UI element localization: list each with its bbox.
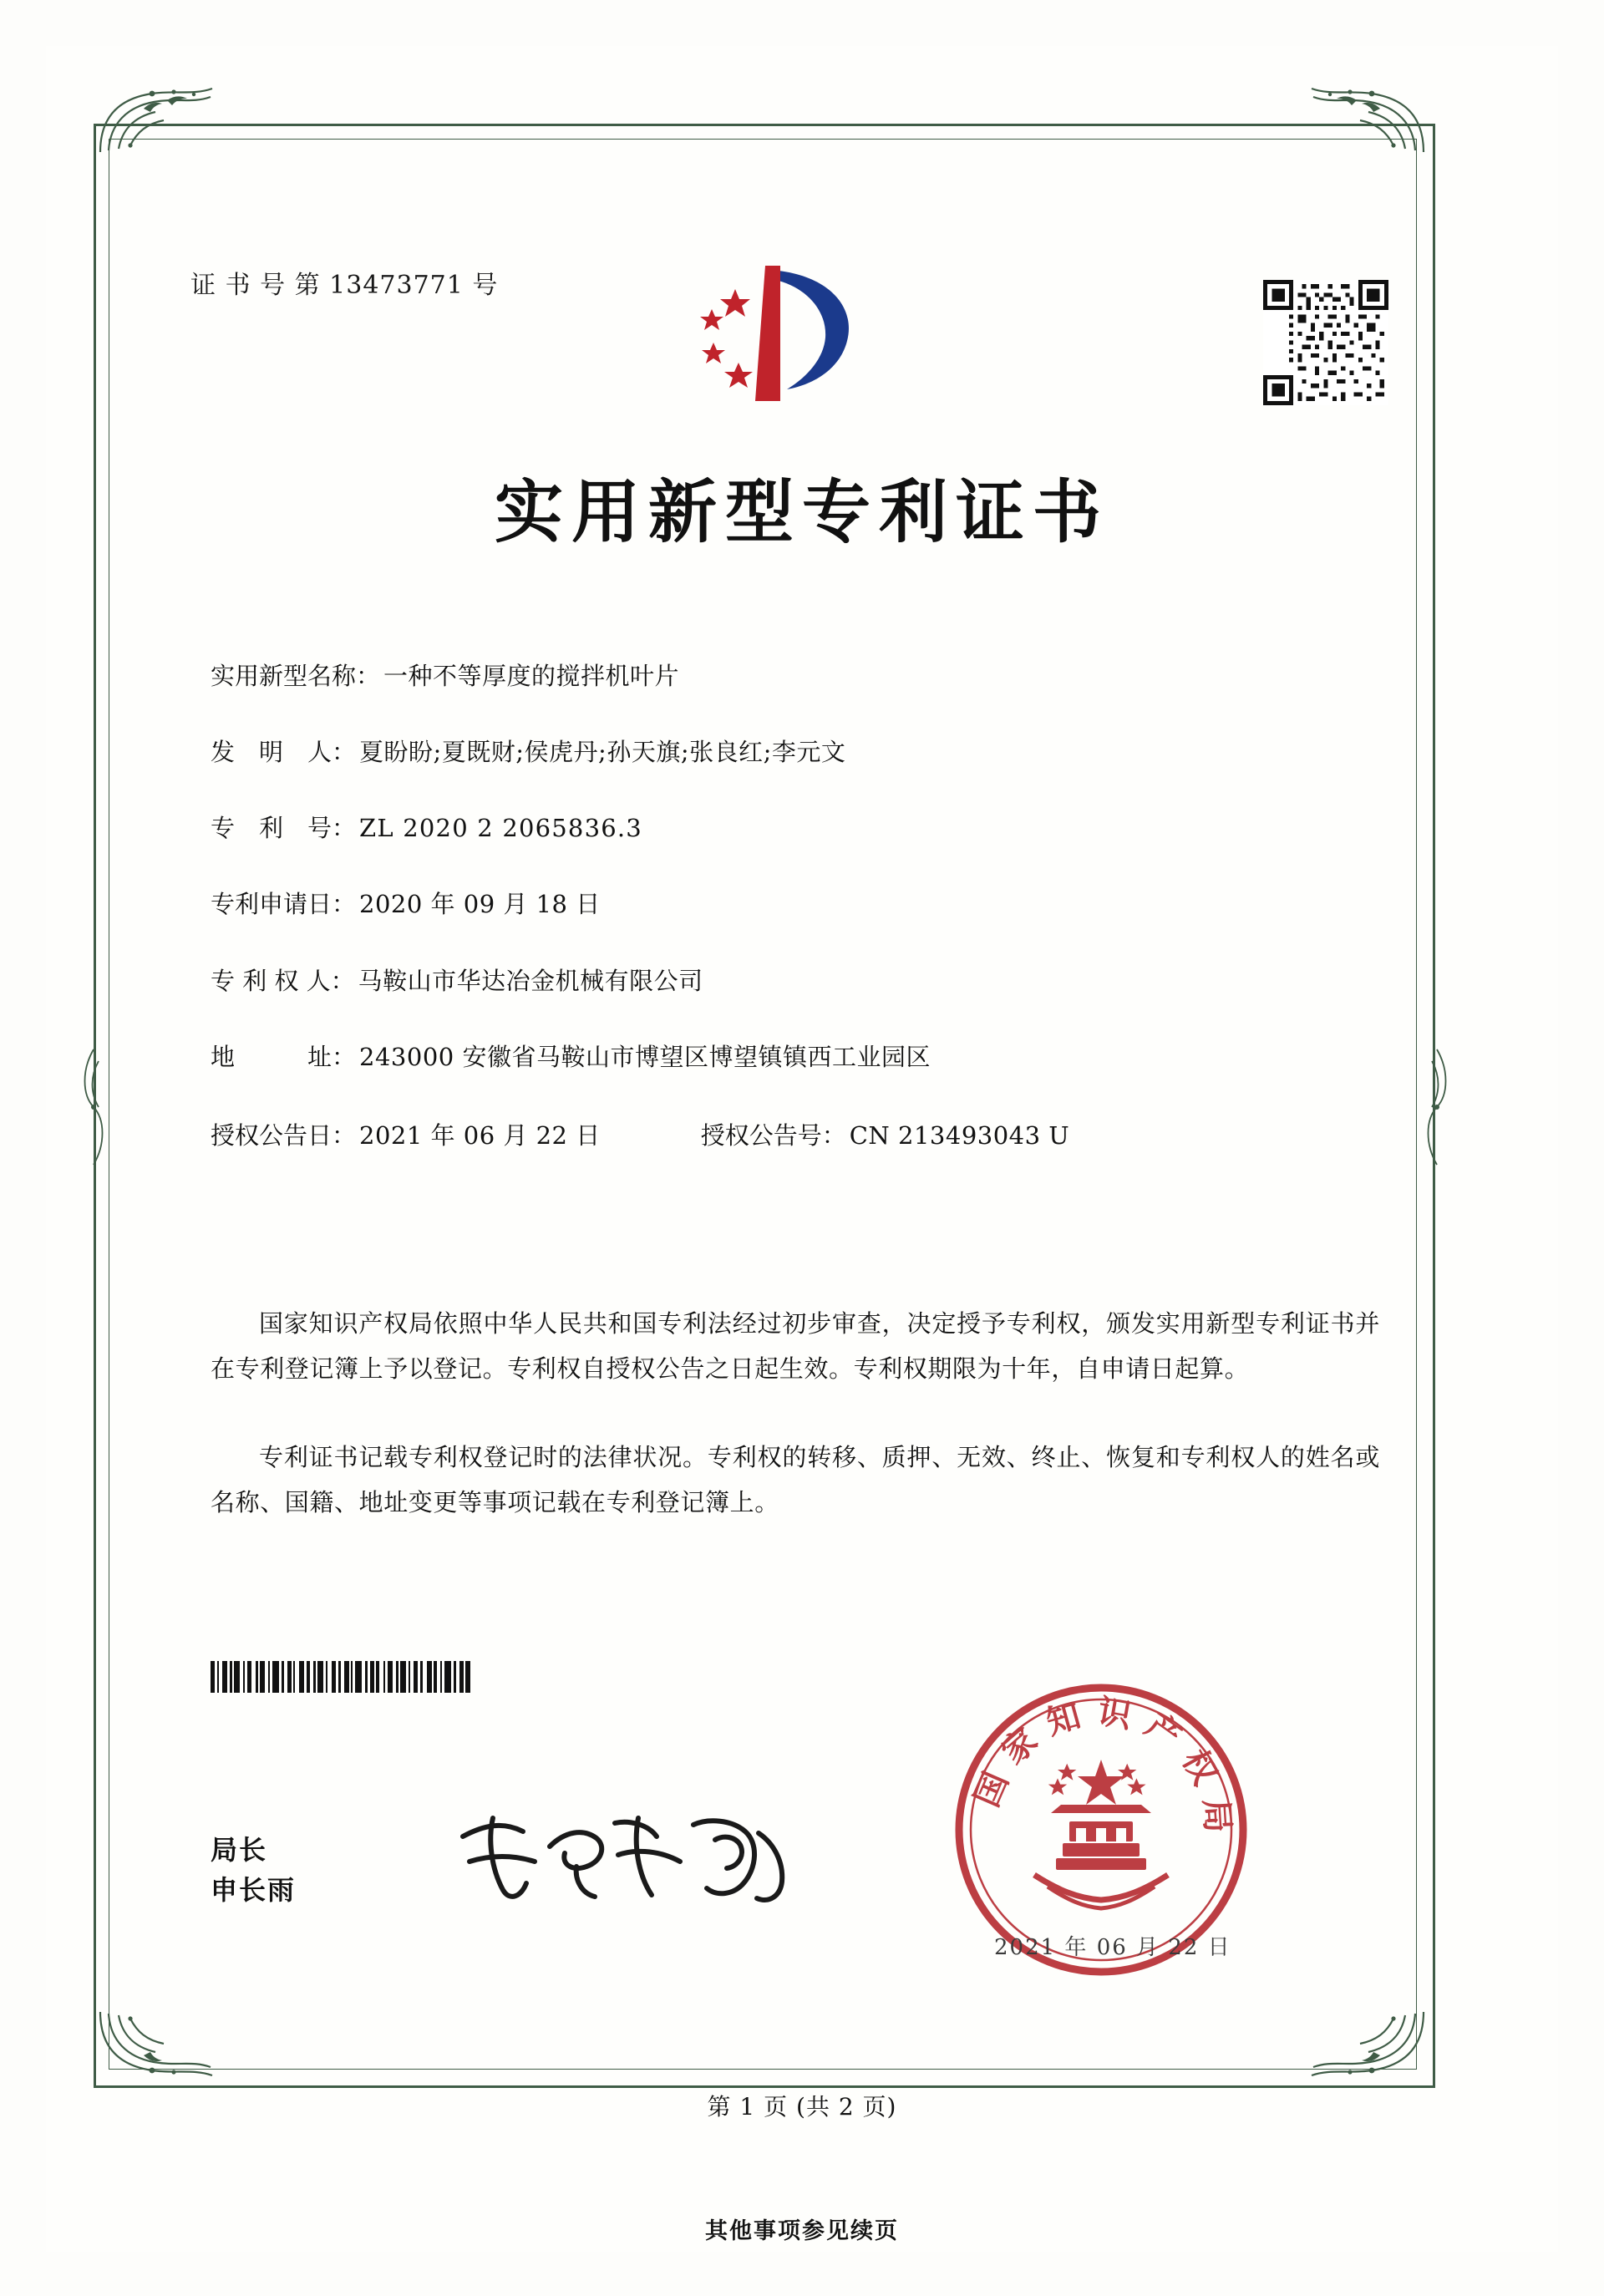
- field-label: 发 明 人：: [211, 738, 357, 767]
- field-grant-date: [211, 1117, 601, 1151]
- field-patent-number: [211, 812, 1380, 845]
- seal-date: 2021 年 06 月 22 日: [994, 1935, 1231, 1960]
- field-utility-model-name: [211, 660, 1380, 693]
- field-value: 243000 安徽省马鞍山市博望区博望镇镇西工业园区: [359, 1042, 931, 1071]
- field-grant-number: [701, 1117, 1070, 1151]
- field-value: ZL 2020 2 2065836.3: [359, 814, 642, 843]
- director-name-label: 申长雨: [211, 1874, 297, 1906]
- field-value: 2020 年 09 月 18 日: [359, 890, 601, 919]
- certificate-number: 证 书 号 第 13473771 号: [190, 271, 499, 300]
- field-inventors: [211, 736, 1380, 769]
- field-grant-row: [211, 1117, 1380, 1151]
- field-list: [211, 660, 1380, 1188]
- field-label: 专 利 号：: [211, 814, 357, 843]
- page-number: 第 1 页 (共 2 页): [707, 2093, 897, 2121]
- svg-text:国家知识产权局: 国家知识产权局: [967, 1691, 1239, 1847]
- field-value: CN 213493043 U: [849, 1120, 1070, 1150]
- barcode: [211, 1661, 637, 1693]
- field-value: 马鞍山市华达冶金机械有限公司: [358, 966, 703, 995]
- footer-note: 其他事项参见续页: [705, 2218, 899, 2244]
- field-label: 授权公告号：: [700, 1120, 846, 1150]
- page-title: 实用新型专利证书: [494, 472, 1109, 552]
- field-label: 专利申请日：: [211, 890, 357, 919]
- field-label: 授权公告日：: [211, 1120, 357, 1150]
- signature-block: [211, 1830, 296, 1910]
- cnipa-logo-icon: [668, 259, 886, 409]
- handwritten-signature: [451, 1803, 802, 1912]
- field-label: 实用新型名称：: [211, 662, 381, 690]
- field-value: 2021 年 06 月 22 日: [359, 1120, 601, 1150]
- field-address: [211, 1041, 1380, 1074]
- legal-paragraph-2: 专利证书记载专利权登记时的法律状况。专利权的转移、质押、无效、终止、恢复和专利权人的姓名或名称、国籍、地址变更等事项记载在专利登记簿上。: [211, 1443, 1380, 1516]
- field-application-date: [211, 888, 1380, 921]
- field-label: 地 址：: [211, 1042, 357, 1071]
- field-value: 夏盼盼;夏既财;侯虎丹;孙天旗;张良红;李元文: [359, 738, 846, 767]
- field-patentee: [211, 965, 1380, 998]
- director-title-label: 局长: [211, 1834, 268, 1866]
- legal-paragraph-1: 国家知识产权局依照中华人民共和国专利法经过初步审查，决定授予专利权，颁发实用新型专利证书并在专利登记簿上予以登记。专利权自授权公告之日起生效。专利权期限为十年，自申请日起算。: [211, 1309, 1380, 1383]
- field-value: 一种不等厚度的搅拌机叶片: [383, 662, 680, 690]
- qr-code-icon: [1263, 280, 1388, 405]
- field-label: 专 利 权 人：: [211, 966, 355, 995]
